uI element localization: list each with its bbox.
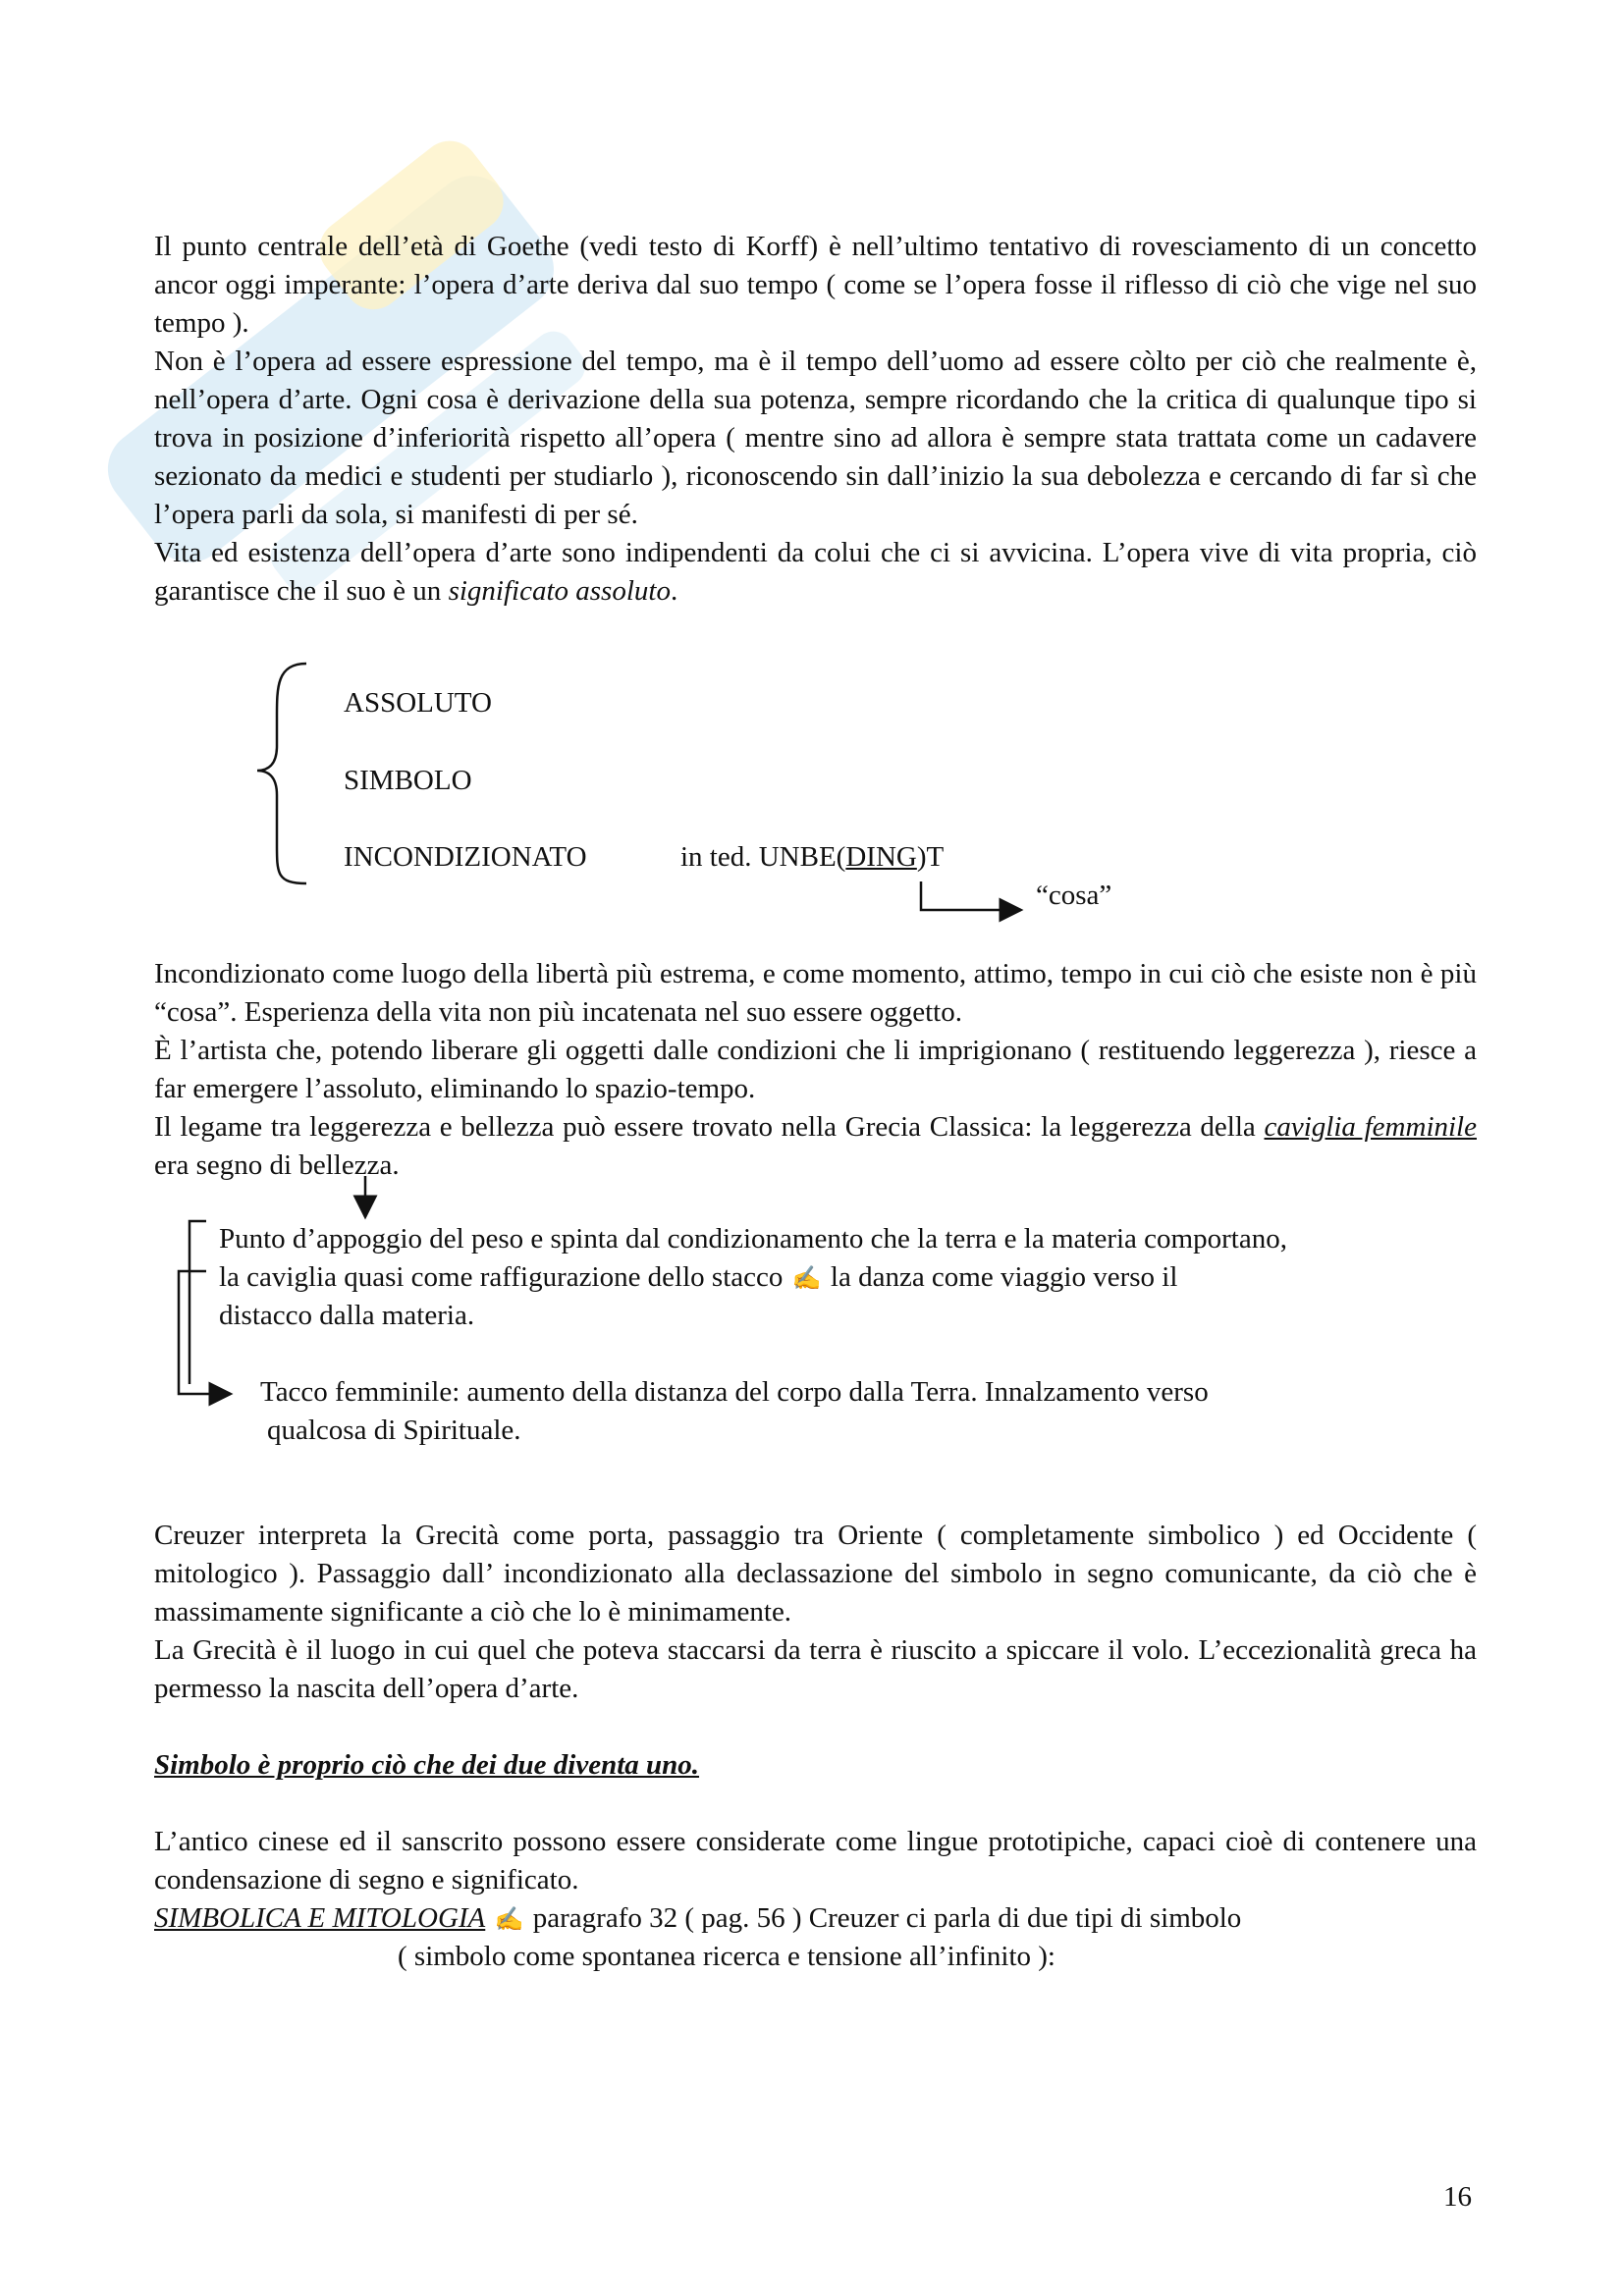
note-text: la caviglia quasi come raffigurazione dello stacco <box>219 1261 784 1293</box>
brace-item-assoluto: ASSOLUTO <box>344 687 492 719</box>
note-underlined-ding: DING <box>845 841 917 873</box>
note-text: la danza come viaggio verso il <box>830 1261 1178 1293</box>
paragraph-goethe: Il punto centrale dell’età di Goethe (vedi testo di Korff) è nell’ultimo tentativo di rovesciamento di un concetto ancor oggi imperante: l’opera d’arte deriva dal suo tempo ( come se l’opera fosse il riflesso di ciò che vige nel suo tempo ). <box>154 231 1477 339</box>
ankle-note-line1: Punto d’appoggio del peso e spinta dal condizionamento che la terra e la materia comportano, <box>219 1223 1287 1255</box>
bracket-line <box>189 1221 206 1384</box>
writing-hand-icon: ✍ <box>791 1266 822 1292</box>
paragraph-creuzer-grecita: Creuzer interpreta la Grecità come porta, passaggio tra Oriente ( completamente simbolico ) ed Occidente ( mitologico ). Passaggio dall’ incondizionato alla declassazione del simbolo in segno comunicante, da ciò che è massimamente significante a ciò che lo è minimamente. <box>154 1520 1477 1628</box>
reference-simbolica-mitologia: SIMBOLICA E MITOLOGIA <box>154 1902 486 1934</box>
heel-note-line2: qualcosa di Spirituale. <box>267 1415 521 1446</box>
section-heading-simbolo: Simbolo è proprio ciò che dei due diventa uno. <box>154 1749 700 1781</box>
paragraph-text: Il legame tra leggerezza e bellezza può essere trovato nella Grecia Classica: la leggerezza della <box>154 1111 1265 1143</box>
note-text: )T <box>916 841 945 873</box>
paragraph-incondizionato: Incondizionato come luogo della libertà più estrema, e come momento, attimo, tempo in cui ciò che esiste non è più “cosa”. Esperienza della vita non più incatenata nel suo essere oggetto. <box>154 958 1477 1028</box>
emphasis-caviglia-femminile: caviglia femminile <box>1264 1111 1477 1143</box>
arrow-target-cosa: “cosa” <box>1036 880 1112 911</box>
paragraph-text: paragrafo 32 ( pag. 56 ) Creuzer ci parla di due tipi di simbolo <box>525 1902 1242 1934</box>
page-number: 16 <box>1443 2181 1472 2213</box>
note-text: in ted. UNBE( <box>680 841 846 873</box>
paragraph-lingue-prototipiche: L’antico cinese ed il sanscrito possono essere considerate come lingue prototipiche, capaci cioè di contenere una condensazione di segno e significato. <box>154 1826 1477 1896</box>
paragraph-text: era segno di bellezza. <box>154 1149 400 1181</box>
writing-hand-icon: ✍ <box>494 1907 524 1933</box>
brace-item-simbolo: SIMBOLO <box>344 765 472 796</box>
ankle-note-line3: distacco dalla materia. <box>219 1300 475 1331</box>
brace-item-incondizionato: INCONDIZIONATO <box>344 841 587 873</box>
emphasis-significato-assoluto: significato assoluto <box>448 575 671 607</box>
arrow-right-icon <box>921 881 1021 910</box>
paragraph-grecita-volo: La Grecità è il luogo in cui quel che poteva staccarsi da terra è riuscito a spiccare il volo. L’eccezionalità greca ha permesso la nascita dell’opera d’arte. <box>154 1634 1477 1704</box>
curly-brace-icon <box>257 664 306 883</box>
paragraph-simbolo-tensione: ( simbolo come spontanea ricerca e tensione all’infinito ): <box>398 1941 1055 1972</box>
paragraph-opera-tempo: Non è l’opera ad essere espressione del tempo, ma è il tempo dell’uomo ad essere còlto per ciò che realmente è, nell’opera d’arte. Ogni cosa è derivazione della sua potenza, sempre ricordando che la critica di qualunque tipo si trova in posizione d’inferiorità rispetto all’opera ( mentre sino ad allora è sempre stata trattata come un cadavere sezionato da medici e studenti per studiarlo ), riconoscendo sin dall’inizio la sua debolezza e cercando di far sì che l’opera parli da sola, si manifesti di per sé. <box>154 346 1477 530</box>
paragraph-text: . <box>670 575 678 607</box>
paragraph-leggerezza <box>154 1108 1477 1185</box>
paragraph-artista: È l’artista che, potendo liberare gli oggetti dalle condizioni che li imprigionano ( restituendo leggerezza ), riesce a far emergere l’assoluto, eliminando lo spazio-tempo. <box>154 1035 1477 1104</box>
paragraph-text: Vita ed esistenza dell’opera d’arte sono indipendenti da colui che ci si avvicina. L’opera vive di vita propria, ciò garantisce che il suo è un <box>154 537 1477 607</box>
heel-note-line1: Tacco femminile: aumento della distanza del corpo dalla Terra. Innalzamento verso <box>260 1376 1209 1408</box>
ankle-note-line2 <box>219 1258 1177 1299</box>
paragraph-simbolica-mitologia <box>154 1899 1241 1940</box>
brace-note-german <box>680 838 944 877</box>
